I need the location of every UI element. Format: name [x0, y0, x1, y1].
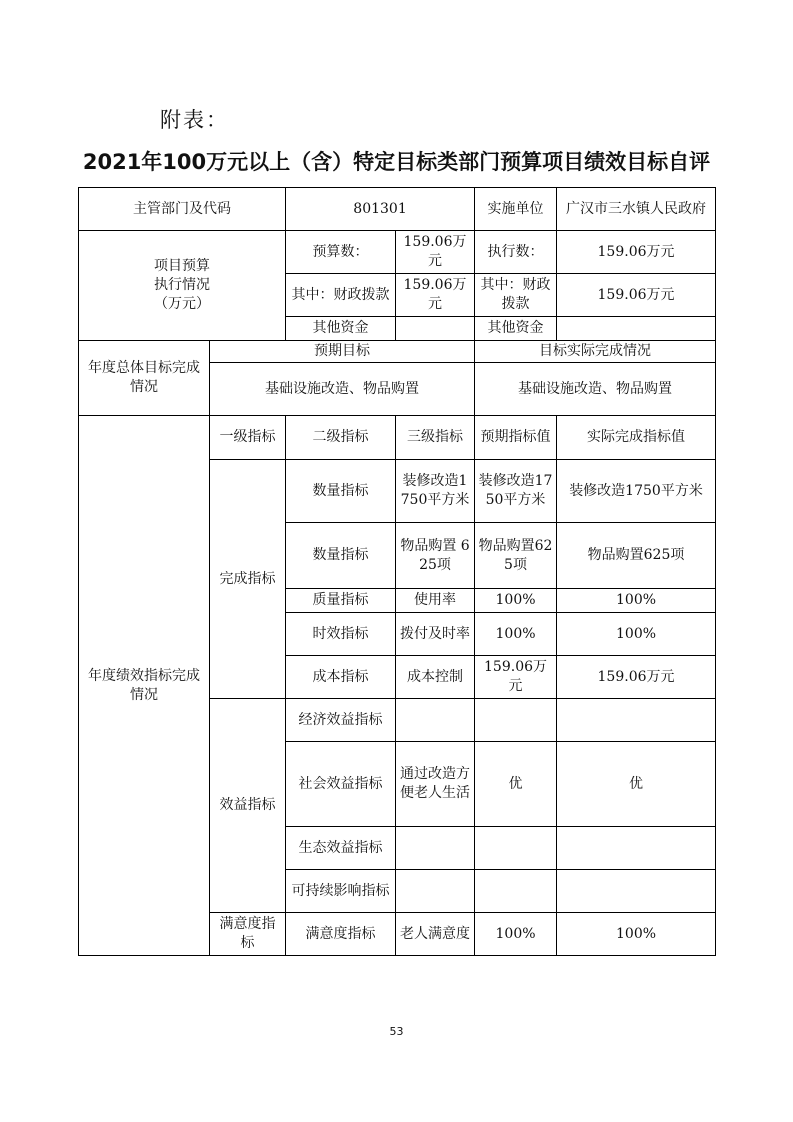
other-funds-exec: [557, 317, 716, 341]
row-level3: 使用率: [396, 589, 475, 613]
row-expected: 100%: [475, 913, 557, 956]
row-actual: 100%: [557, 589, 716, 613]
head-level2: 二级指标: [286, 416, 396, 460]
row-expected: 物品购置625项: [475, 523, 557, 589]
dept-label: 主管部门及代码: [79, 188, 286, 231]
row-actual: 159.06万元: [557, 656, 716, 699]
row-actual: 100%: [557, 913, 716, 956]
attachment-label: 附表：: [160, 108, 229, 132]
page-number: 53: [389, 1025, 404, 1038]
budget-value: 159.06万元: [396, 231, 475, 274]
row-level3: 通过改造方便老人生活: [396, 742, 475, 827]
goal-header-row: [79, 341, 716, 363]
row-actual: 装修改造1750平方米: [557, 460, 716, 523]
row-level3: [396, 870, 475, 913]
unit-name: 广汉市三水镇人民政府: [557, 188, 716, 231]
row-level2: 质量指标: [286, 589, 396, 613]
benefit-indicator-label: 效益指标: [210, 699, 286, 913]
row-level2: 生态效益指标: [286, 827, 396, 870]
row-expected: 100%: [475, 589, 557, 613]
row-level2: 可持续影响指标: [286, 870, 396, 913]
row-expected: 优: [475, 742, 557, 827]
row-actual: 100%: [557, 613, 716, 656]
row-level3: 物品购置 625项: [396, 523, 475, 589]
fiscal-exec-label: 其中：财政拨款: [475, 274, 557, 317]
row-level2: 经济效益指标: [286, 699, 396, 742]
goal-actual-header: 目标实际完成情况: [475, 341, 716, 363]
goal-label: 年度总体目标完成情况: [79, 341, 210, 416]
row-expected: 159.06万元: [475, 656, 557, 699]
indicator-section-label: 年度绩效指标完成情况: [79, 416, 210, 956]
row-level3: 装修改造1750平方米: [396, 460, 475, 523]
fiscal-budget: 159.06万元: [396, 274, 475, 317]
goal-actual: 基础设施改造、物品购置: [475, 363, 716, 416]
other-funds-value: [396, 317, 475, 341]
row-expected: 100%: [475, 613, 557, 656]
head-level3: 三级指标: [396, 416, 475, 460]
row-actual: 物品购置625项: [557, 523, 716, 589]
row-level3: 拨付及时率: [396, 613, 475, 656]
dept-code: 801301: [286, 188, 475, 231]
budget-row: [79, 231, 716, 274]
evaluation-table: [78, 187, 716, 956]
row-actual: [557, 827, 716, 870]
head-actual: 实际完成指标值: [557, 416, 716, 460]
goal-expected: 基础设施改造、物品购置: [210, 363, 475, 416]
budget-label: 预算数：: [286, 231, 396, 274]
row-actual: [557, 870, 716, 913]
row-actual: [557, 699, 716, 742]
row-expected: 装修改造1750平方米: [475, 460, 557, 523]
head-level1: 一级指标: [210, 416, 286, 460]
row-level3: [396, 699, 475, 742]
row-level3: [396, 827, 475, 870]
fiscal-label: 其中：财政拨款: [286, 274, 396, 317]
row-expected: [475, 699, 557, 742]
head-expected: 预期指标值: [475, 416, 557, 460]
satisfaction-indicator-label: 满意度指标: [210, 913, 286, 956]
budget-section-label: 项目预算 执行情况 （万元）: [79, 231, 286, 341]
row-level2: 社会效益指标: [286, 742, 396, 827]
fiscal-exec: 159.06万元: [557, 274, 716, 317]
row-level2: 时效指标: [286, 613, 396, 656]
row-level2: 满意度指标: [286, 913, 396, 956]
header-row: [79, 188, 716, 231]
row-level2: 成本指标: [286, 656, 396, 699]
indicator-head-row: [79, 416, 716, 460]
row-level3: 成本控制: [396, 656, 475, 699]
row-level3: 老人满意度: [396, 913, 475, 956]
row-level2: 数量指标: [286, 460, 396, 523]
row-expected: [475, 827, 557, 870]
row-level2: 数量指标: [286, 523, 396, 589]
exec-value: 159.06万元: [557, 231, 716, 274]
row-expected: [475, 870, 557, 913]
row-actual: 优: [557, 742, 716, 827]
page-title: 2021年100万元以上（含）特定目标类部门预算项目绩效目标自评: [82, 150, 711, 174]
unit-label: 实施单位: [475, 188, 557, 231]
exec-label: 执行数：: [475, 231, 557, 274]
other-funds-exec-label: 其他资金: [475, 317, 557, 341]
other-funds-label: 其他资金: [286, 317, 396, 341]
completion-indicator-label: 完成指标: [210, 460, 286, 699]
goal-expected-header: 预期目标: [210, 341, 475, 363]
